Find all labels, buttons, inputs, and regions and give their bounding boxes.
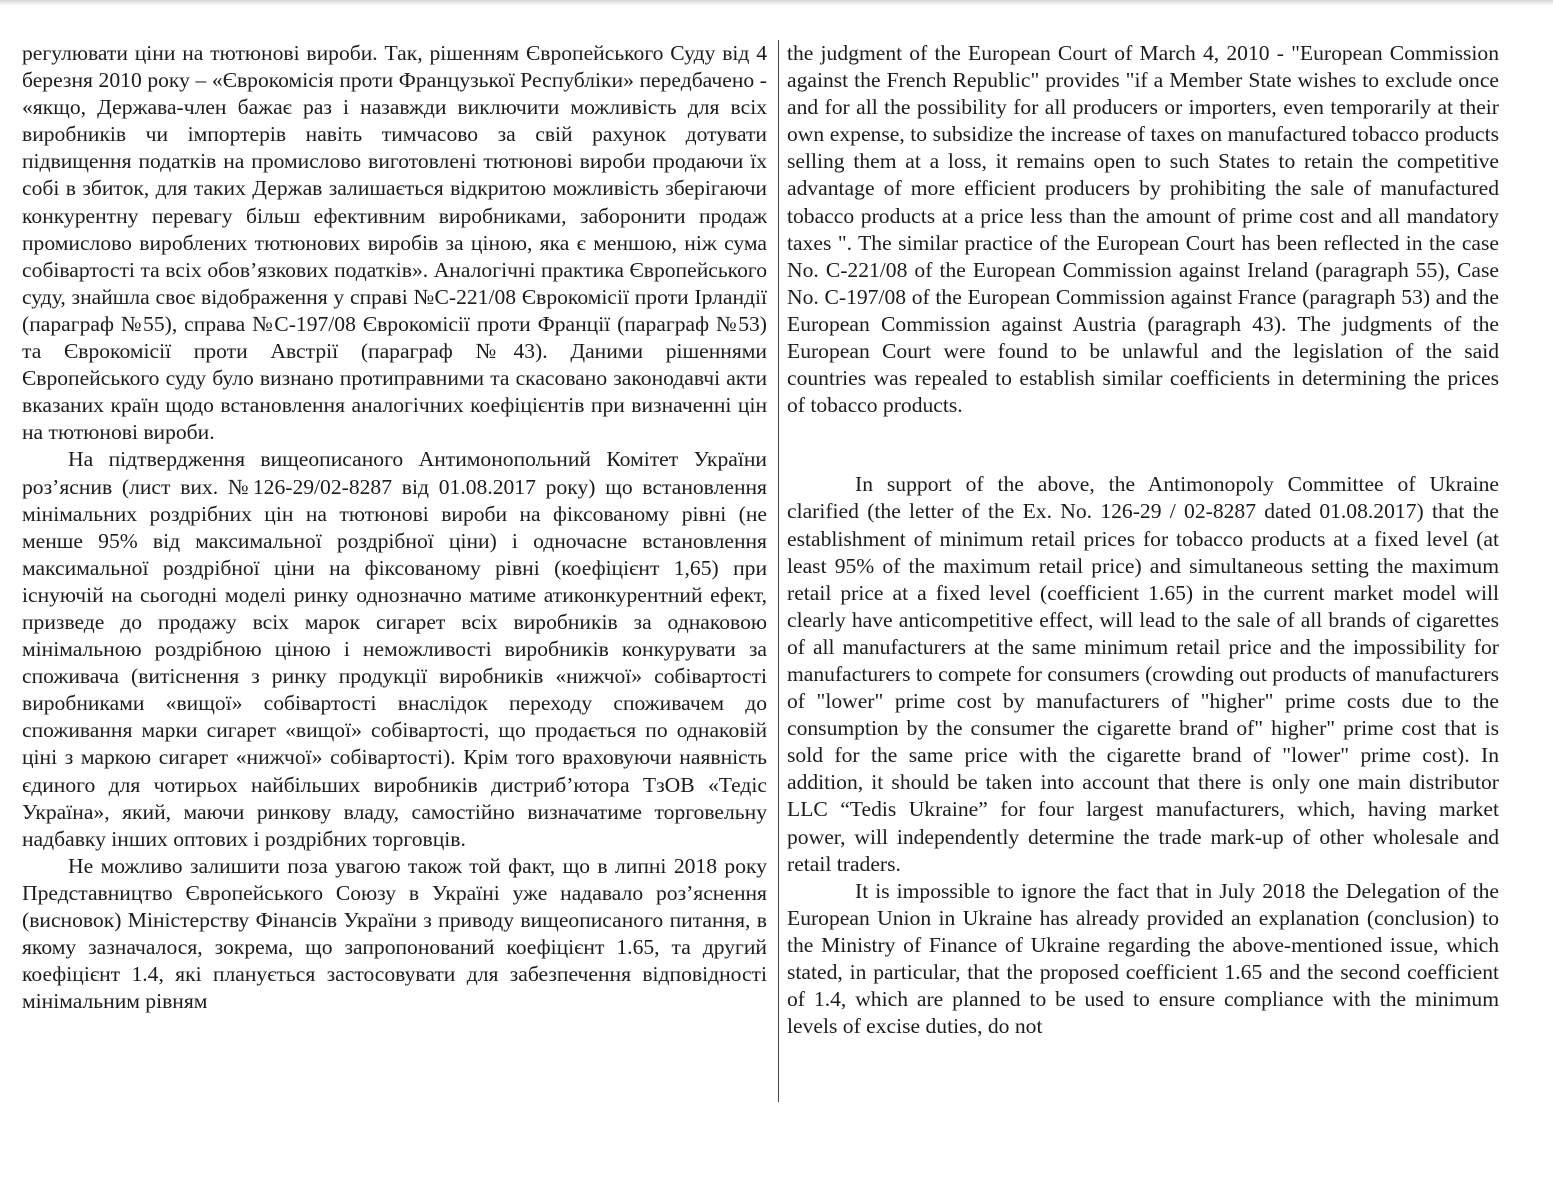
uk-paragraph-3: Не можливо залишити поза увагою також той факт, що в липні 2018 року Представництво Європейського Союзу в Україні уже надавало роз’яснення (висновок) Міністерству Фінансів України з приводу вищеописаного питання, в якому зазначалося, зокрема, що запропонований коефіцієнт 1.65, та другий коефіцієнт 1.4, які планується застосовувати для забезпечення відповідності мінімальним рівням [22, 853, 767, 1014]
document-page [22, 40, 1512, 1100]
column-divider [778, 40, 779, 1102]
scan-top-edge [0, 0, 1553, 6]
uk-paragraph-1: регулювати ціни на тютюнові вироби. Так, рішенням Європейського Суду від 4 березня 2010 року – «Єврокомісія проти Французької Республіки» передбачено - «якщо, Держава-член бажає раз і назавжди виключити можливість для всіх виробників чи імпортерів навіть тимчасово за свій рахунок дотувати підвищення податків на промислово виготовлені тютюнові вироби продаючи їх собі в збиток, для таких Держав залишається відкритою можливість зберігаючи конкурентну перевагу більш ефективним виробниками, заборонити продаж промислово вироблених тютюнових виробів за ціною, яка є меншою, ніж сума собівартості та всіх обов’язкових податків». Аналогічні практика Європейського суду, знайшла своє відображення у справі №С-221/08 Єврокомісії проти Ірландії (параграф №55), справа №С-197/08 Єврокомісії проти Франції (параграф №53) та Єврокомісії проти Австрії (параграф №43). Даними рішеннями Європейського суду було визнано протиправними та скасовано законодавчі акти вказаних країн щодо встановлення аналогічних коефіцієнтів при визначенні цін на тютюнові вироби. [22, 41, 767, 445]
uk-paragraph-2: На підтвердження вищеописаного Антимонопольний Комітет України роз’яснив (лист вих. №126-29/02-8287 від 01.08.2017 року) що встановлення мінімальних роздрібних цін на тютюнові вироби на фіксованому рівні (не менше 95% від максимальної роздрібної ціни) і одночасне встановлення максимальної роздрібної ціни на фіксованому рівні (коефіцієнт 1,65) при існуючій на сьогодні моделі ринку однозначно матиме атиконкурентний ефект, призведе до продажу всіх марок сигарет всіх виробників за однаковою мінімальною роздрібною ціною і неможливості виробників конкурувати за споживача (витіснення з ринку продукції виробників «нижчої» собівартості виробниками «вищої» собівартості внаслідок переходу споживачем до споживання марки сигарет «вищої» собівартості, що продається по однаковій ціні з маркою сигарет «нижчої» собівартості). Крім того враховуючи наявність єдиного для чотирьох найбільших виробників дистриб’ютора ТзОВ «Тедіс Україна», який, маючи ринкову владу, самостійно визначатиме торговельну надбавку інших оптових і роздрібних торговців. [22, 447, 767, 851]
en-paragraph-2: In support of the above, the Antimonopoly Committee of Ukraine clarified (the letter of the Ex. No. 126-29 / 02-8287 dated 01.08.2017) that the establishment of minimum retail prices for tobacco products at a fixed level (at least 95% of the maximum retail price) and simultaneous setting the maximum retail price at a fixed level (coefficient 1.65) in the current market model will clearly have anticompetitive effect, will lead to the sale of all brands of cigarettes of all manufacturers at the same minimum retail price and the impossibility for manufacturers to compete for consumers (crowding out products of manufacturers of "lower" prime cost by manufacturers of "higher" prime costs due to the consumption by the consumer the cigarette brand of" higher" prime cost that is sold for the same price with the cigarette brand of "lower" prime cost). In addition, it should be taken into account that there is only one main distributor LLC “Tedis Ukraine” for four largest manufacturers, which, having market power, will independently determine the trade mark-up of other wholesale and retail traders. [787, 472, 1499, 876]
paragraph-gap [787, 419, 1499, 471]
en-paragraph-3: It is impossible to ignore the fact that in July 2018 the Delegation of the European Union in Ukraine has already provided an explanation (conclusion) to the Ministry of Finance of Ukraine regarding the above-mentioned issue, which stated, in particular, that the proposed coefficient 1.65 and the second coefficient of 1.4, which are planned to be used to ensure compliance with the minimum levels of excise duties, do not [787, 878, 1499, 1039]
en-paragraph-1: the judgment of the European Court of March 4, 2010 - "European Commission against the French Republic" provides "if a Member State wishes to exclude once and for all the possibility for all producers or importers, even temporarily at their own expense, to subsidize the increase of taxes on manufactured tobacco products selling them at a loss, it remains open to such States to retain the competitive advantage of more efficient producers by prohibiting the sale of manufactured tobacco products at a price less than the amount of prime cost and all mandatory taxes ". The similar practice of the European Court has been reflected in the case No. C-221/08 of the European Commission against Ireland (paragraph 55), Case No. C-197/08 of the European Commission against France (paragraph 53) and the European Commission against Austria (paragraph 43). The judgments of the European Court were found to be unlawful and the legislation of the said countries was repealed to establish similar coefficients in determining the prices of tobacco products. [787, 41, 1499, 418]
english-column [787, 40, 1499, 1102]
ukrainian-column [22, 40, 767, 1102]
